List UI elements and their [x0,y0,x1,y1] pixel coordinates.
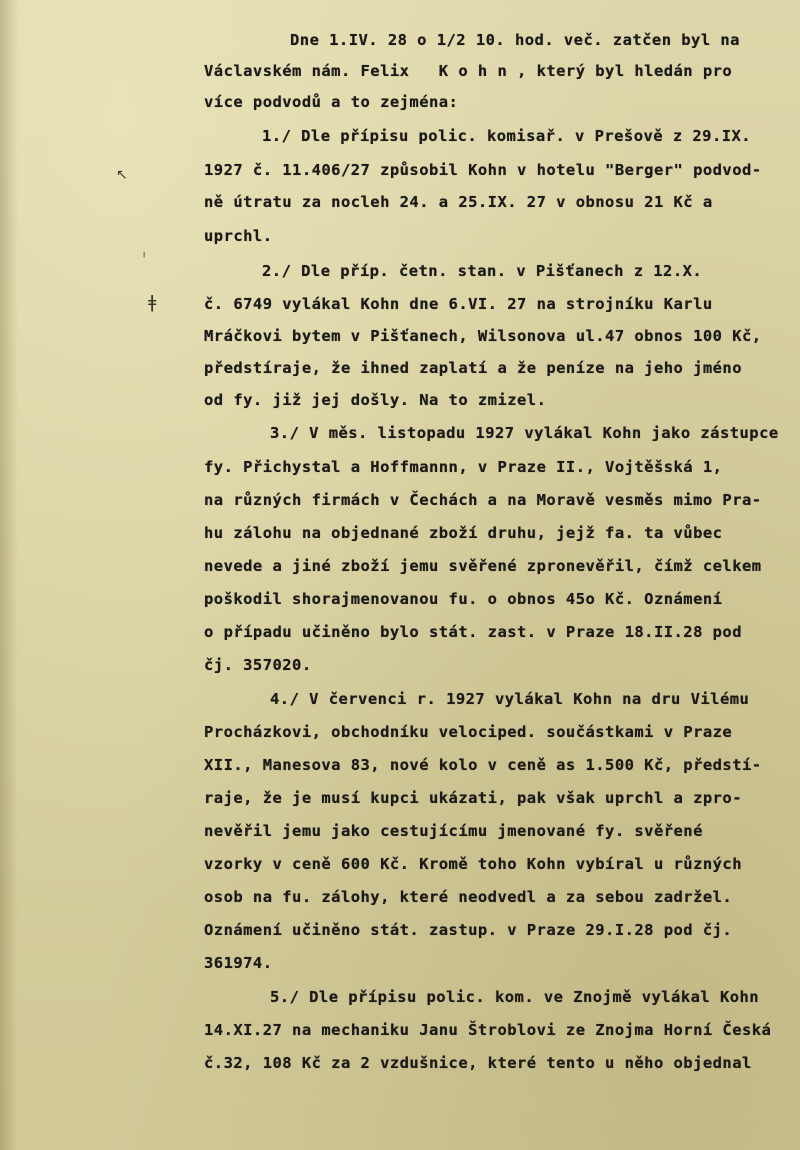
text-line: vzorky v ceně 600 Kč. Kromě toho Kohn vybíral u různých [204,855,742,873]
ink-mark: ╵ [141,253,148,264]
text-line: č. 6749 vylákal Kohn dne 6.VI. 27 na strojníku Karlu [204,295,713,313]
text-line: hu zálohu na objednané zboží druhu, jejž fa. ta vůbec [204,524,723,542]
text-line: Mráčkovi bytem v Pišťanech, Wilsonova ul.47 obnos 100 Kč, [204,327,762,345]
text-line: uprchl. [204,227,273,245]
text-line: 5./ Dle přípisu polic. kom. ve Znojmě vylákal Kohn [270,988,760,1006]
text-line: Procházkovi, obchodníku velociped. součástkami v Praze [204,723,733,741]
text-line: o případu učiněno bylo stát. zast. v Praze 18.II.28 pod [204,623,742,641]
text-line: více podvodů a to zejména: [204,93,459,111]
text-line: Václavském nám. Felix K o h n , který byl hledán pro [204,62,733,80]
text-line: 14.XI.27 na mechaniku Janu Štroblovi ze Znojma Horní Česká [204,1021,772,1039]
text-line: nevěřil jemu jako cestujícímu jmenované fy. svěřené [204,822,703,840]
ink-mark: ǂ [148,292,157,313]
text-line: 2./ Dle příp. četn. stan. v Pišťanech z 12.X. [262,262,703,280]
text-line: fy. Přichystal a Hoffmannn, v Praze II., Vojtěšská 1, [204,458,723,476]
text-line: předstíraje, že ihned zaplatí a že peníze na jeho jméno [204,359,742,377]
text-line: 4./ V červenci r. 1927 vylákal Kohn na dru Vilému [270,690,750,708]
text-line: osob na fu. zálohy, které neodvedl a za sebou zadržel. [204,888,733,906]
text-line: nevede a jiné zboží jemu svěřené zpronevěřil, čímž celkem [204,557,762,575]
text-line: od fy. již jej došly. Na to zmizel. [204,391,547,409]
text-line: čj. 357020. [204,656,312,674]
text-line: ně útratu za nocleh 24. a 25.IX. 27 v obnosu 21 Kč a [204,193,713,211]
text-line: 3./ V měs. listopadu 1927 vylákal Kohn jako zástupce [270,424,779,442]
text-line: Oznámení učiněno stát. zastup. v Praze 29.I.28 pod čj. [204,921,733,939]
text-line: na různých firmách v Čechách a na Moravě vesměs mimo Pra- [204,491,762,509]
ink-mark: ↖ [116,167,128,183]
text-line: 1927 č. 11.406/27 způsobil Kohn v hotelu "Berger" podvod- [204,161,762,179]
text-line: 361974. [204,954,273,972]
text-line: raje, že je musí kupci ukázati, pak však uprchl a zpro- [204,789,742,807]
text-line: poškodil shorajmenovanou fu. o obnos 45o Kč. Oznámení [204,590,723,608]
text-line: XII., Manesova 83, nové kolo v ceně as 1.500 Kč, předstí- [204,756,762,774]
text-line: 1./ Dle přípisu polic. komisař. v Prešově z 29.IX. [262,127,752,145]
text-line: č.32, 108 Kč za 2 vzdušnice, které tento u něho objednal [204,1054,752,1072]
text-line: Dne 1.IV. 28 o 1/2 10. hod. več. zatčen byl na [290,31,740,49]
